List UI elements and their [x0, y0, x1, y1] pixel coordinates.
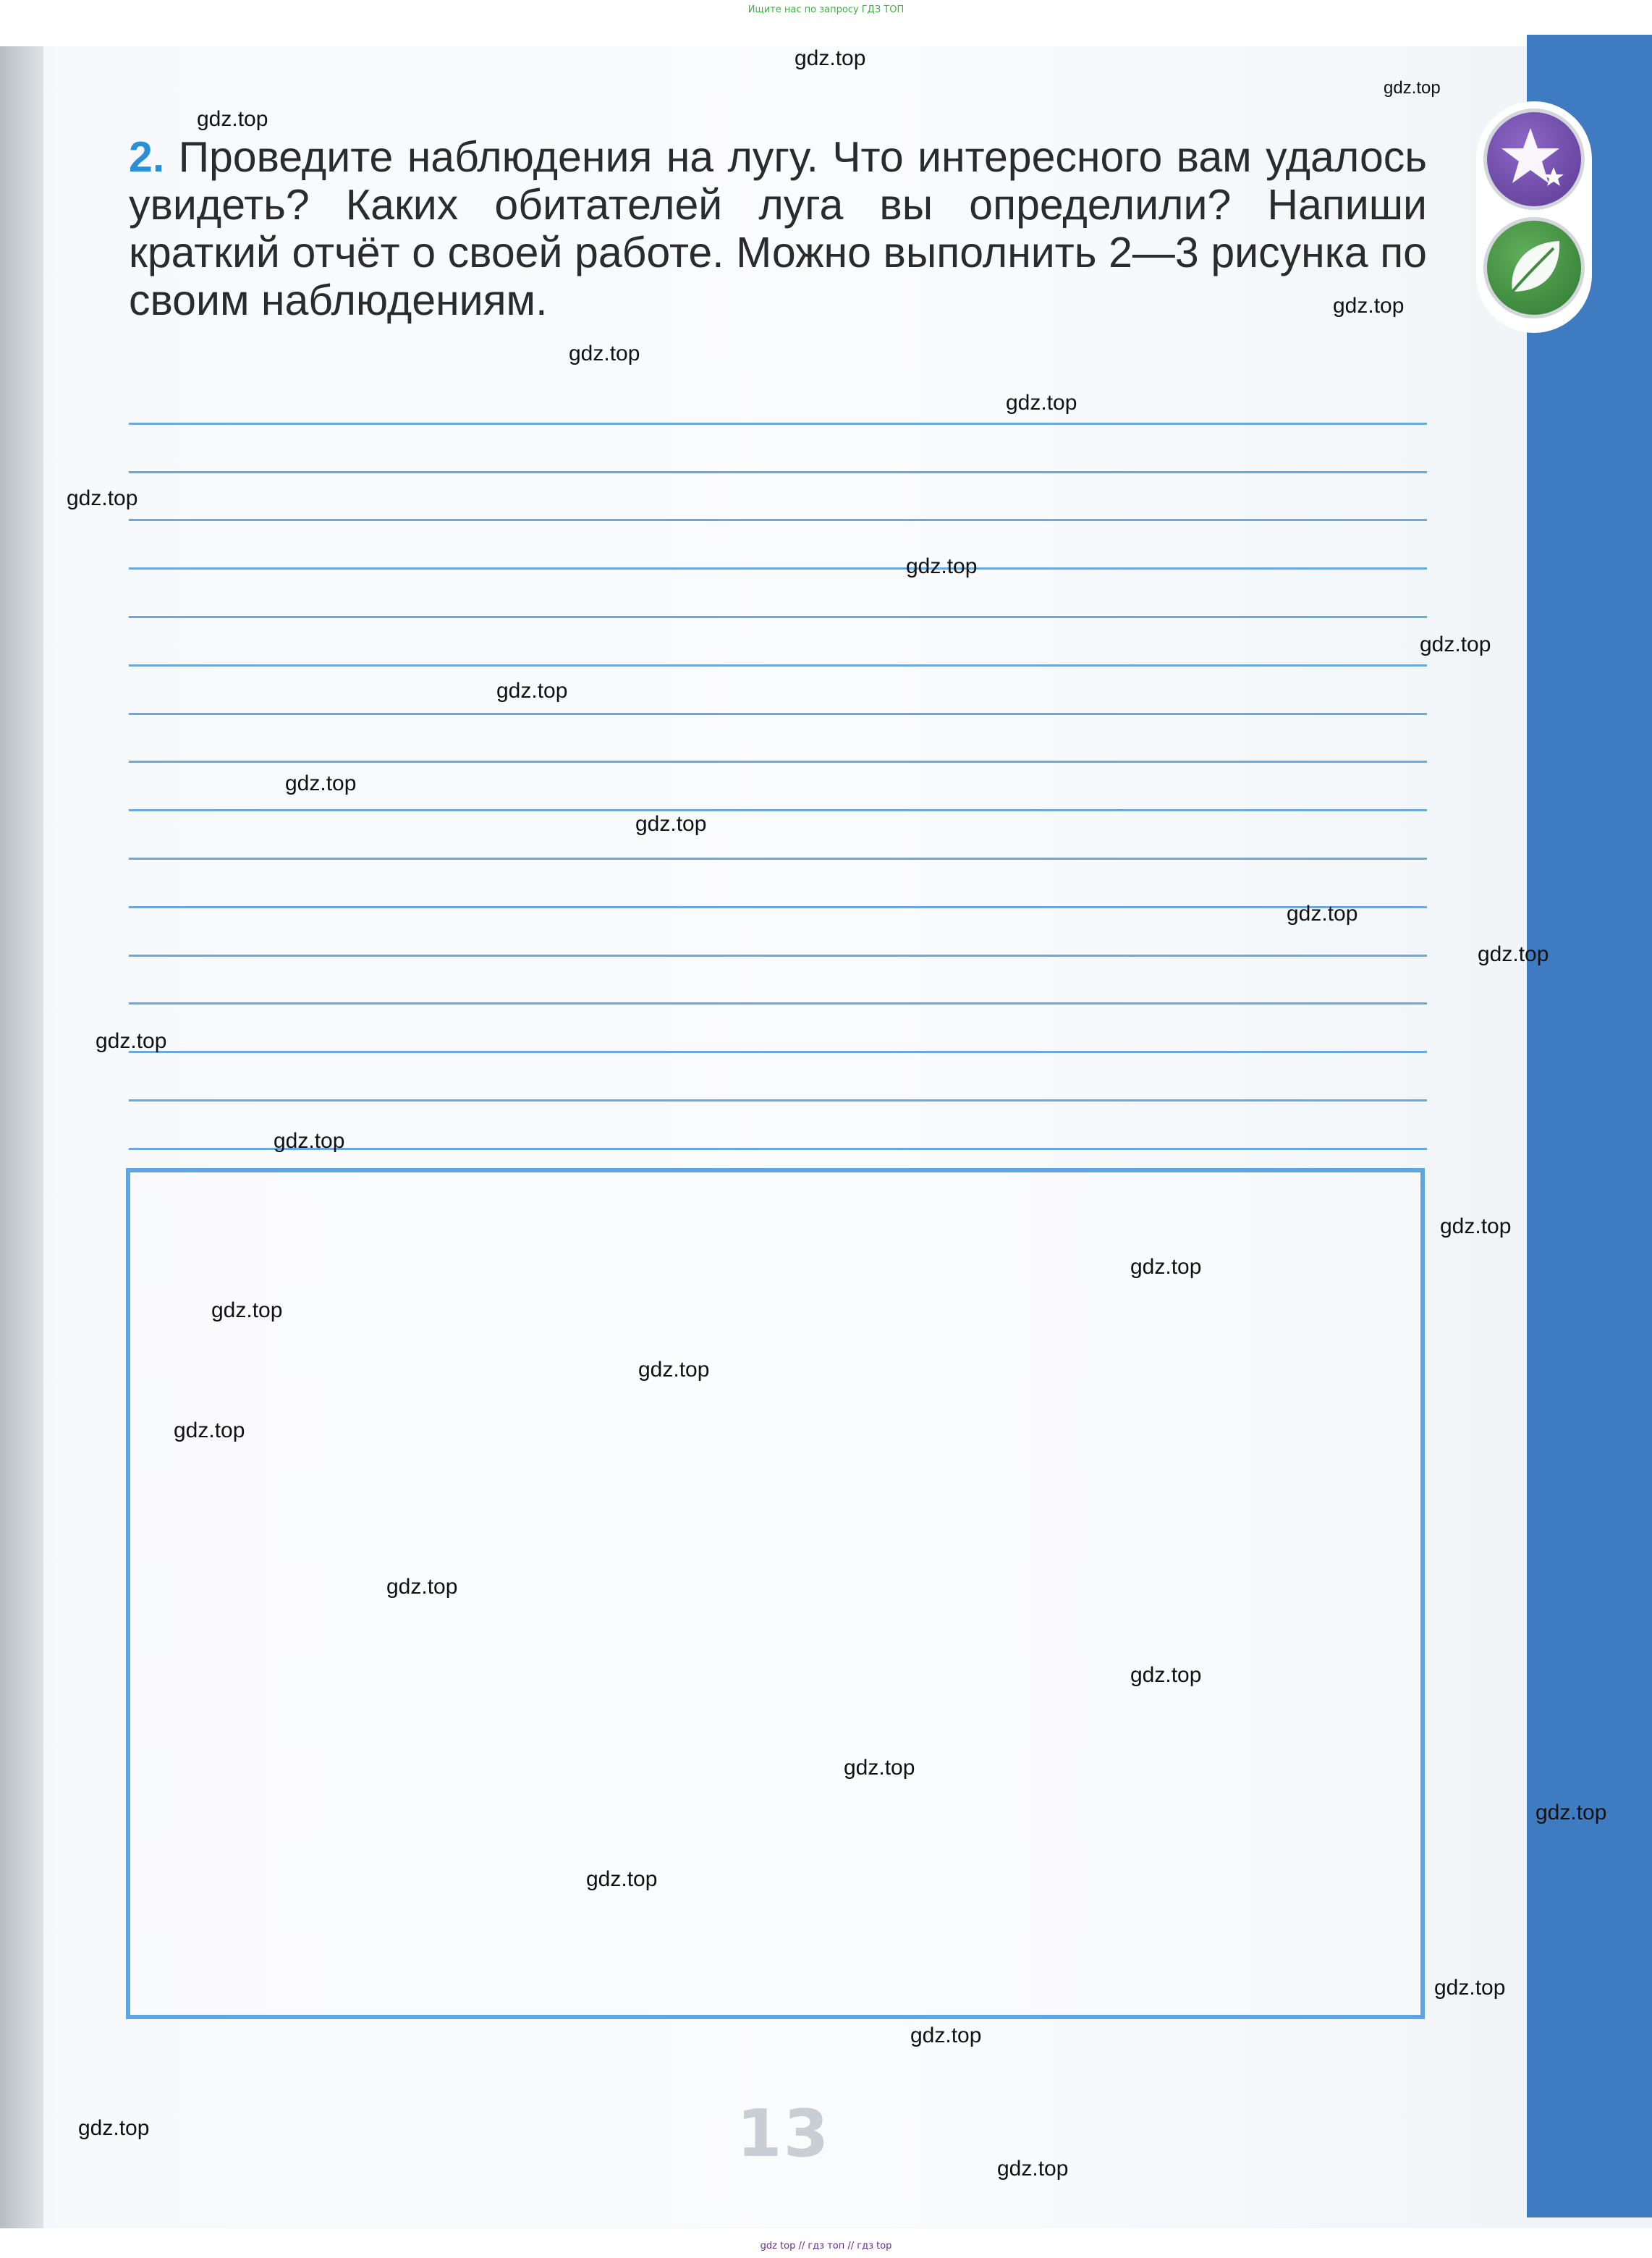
watermark-text: gdz.top	[211, 1298, 283, 1322]
writing-line[interactable]	[129, 376, 1427, 425]
watermark-text: gdz.top	[997, 2157, 1069, 2181]
writing-line[interactable]	[129, 908, 1427, 957]
watermark-text: gdz.top	[174, 1418, 245, 1442]
watermark-text: gdz.top	[1130, 1663, 1202, 1687]
watermark-text: gdz.top	[1384, 78, 1441, 98]
side-color-strip	[1527, 35, 1652, 2217]
watermark-text: gdz.top	[795, 46, 866, 70]
watermark-text: gdz.top	[844, 1756, 915, 1780]
watermark-text: gdz.top	[569, 342, 640, 365]
watermark-text: gdz.top	[1440, 1214, 1512, 1238]
writing-line[interactable]	[129, 521, 1427, 570]
watermark-text: gdz.top	[635, 812, 707, 836]
writing-line[interactable]	[129, 473, 1427, 522]
drawing-area[interactable]	[126, 1168, 1425, 2019]
bottom-banner: gdz top // гдз топ // гдз top	[760, 2241, 892, 2251]
task-instructions: Проведите наблюдения на лугу. Что интересного вам удалось увидеть? Каких обитателей луга вы определили? Напиши краткий отчёт о своей работе. Можно выполнить 2—3 рисунка по своим наблюдениям.	[129, 133, 1427, 324]
task-number: 2.	[129, 133, 165, 181]
watermark-text: gdz.top	[285, 771, 357, 795]
writing-line[interactable]	[129, 425, 1427, 473]
writing-line[interactable]	[129, 811, 1427, 860]
writing-line[interactable]	[129, 860, 1427, 908]
page-number: 13	[737, 2096, 831, 2172]
page-binding-shadow	[0, 46, 43, 2228]
watermark-text: gdz.top	[1333, 294, 1405, 318]
top-banner: Ищите нас по запросу ГДЗ ТОП	[747, 4, 905, 15]
watermark-text: gdz.top	[906, 554, 978, 578]
watermark-text: gdz.top	[1287, 902, 1358, 926]
watermark-text: gdz.top	[96, 1029, 167, 1053]
writing-line[interactable]	[129, 1053, 1427, 1101]
watermark-text: gdz.top	[1478, 942, 1549, 966]
watermark-text: gdz.top	[67, 486, 138, 510]
star-badge-icon	[1483, 109, 1585, 210]
writing-lines[interactable]	[129, 376, 1427, 1150]
watermark-text: gdz.top	[496, 679, 568, 703]
writing-line[interactable]	[129, 715, 1427, 764]
watermark-text: gdz.top	[274, 1129, 345, 1153]
writing-line[interactable]	[129, 618, 1427, 667]
watermark-text: gdz.top	[586, 1867, 658, 1891]
watermark-text: gdz.top	[910, 2024, 982, 2047]
watermark-text: gdz.top	[386, 1575, 458, 1599]
watermark-text: gdz.top	[1006, 391, 1077, 415]
watermark-text: gdz.top	[1130, 1255, 1202, 1279]
watermark-text: gdz.top	[1535, 1801, 1607, 1824]
task-2-text	[129, 133, 1427, 324]
writing-line[interactable]	[129, 957, 1427, 1005]
watermark-text: gdz.top	[78, 2116, 150, 2140]
watermark-text: gdz.top	[638, 1358, 710, 1382]
watermark-text: gdz.top	[1420, 633, 1491, 656]
watermark-text: gdz.top	[197, 107, 268, 131]
watermark-text: gdz.top	[1434, 1976, 1506, 2000]
leaf-badge-icon	[1483, 217, 1585, 318]
writing-line[interactable]	[129, 570, 1427, 618]
writing-line[interactable]	[129, 1005, 1427, 1053]
writing-line[interactable]	[129, 667, 1427, 715]
